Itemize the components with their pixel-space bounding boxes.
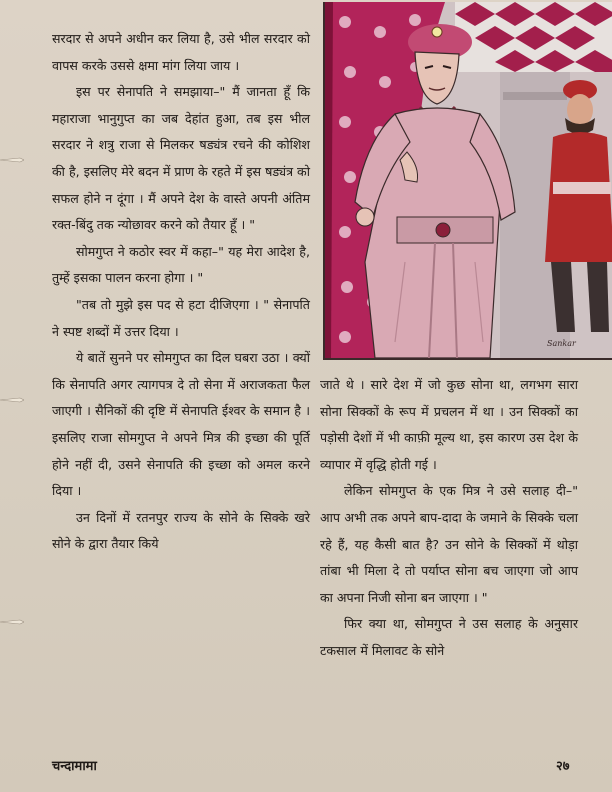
paragraph: "तब तो मुझे इस पद से हटा दीजिएगा । " सेनापति ने स्पष्ट शब्दों में उत्तर दिया ।	[52, 296, 310, 339]
paragraph: लेकिन सोमगुप्त के एक मित्र ने उसे सलाह दी–" आप अभी तक अपने बाप-दादा के जमाने के सिक्के चला रहे हैं, यह कैसी बात है? उन सोने के सिक्कों में थोड़ा तांबा भी मिला दे तो पर्याप्त सोना बच जाएगा जो आप का अपना निजी सोना बन जाएगा । "	[320, 483, 578, 605]
binding-punch-hole	[0, 390, 24, 400]
magazine-name-footer: चन्दामामा	[52, 759, 97, 774]
paragraph: ये बातें सुनने पर सोमगुप्त का दिल घबरा उठा । क्यों कि सेनापति अगर त्यागपत्र दे तो सेना में अराजकता फैल जाएगी । सैनिकों की दृष्टि में सेनापति ईश्वर के समान है । इसलिए राजा सोमगुप्त ने अपने मित्र की इच्छा की पूर्ति होने नहीं दी, उसने सेनापति की इच्छा को अमल करने दिया ।	[52, 350, 310, 499]
checkered-ceiling	[455, 2, 612, 72]
binding-punch-hole	[0, 150, 24, 160]
paragraph: इस पर सेनापति ने समझाया–" मैं जानता हूँ कि महाराजा भानुगुप्त का जब देहांत हुआ, तब इस भील सरदार ने शत्रु राजा से मिलकर षड्यंत्र रचने की कोशिश की है, इसलिए मेरे बदन में प्राण के रहते में इस षड्यंत्र को सफल होने न दूंगा । मैं अपने देश के वास्ते अपनी अंतिम रक्त-बिंदु तक न्योछावर करने को तैयार हूँ । "	[52, 84, 310, 233]
paragraph: सरदार से अपने अधीन कर लिया है, उसे भील सरदार को वापस करके उससे क्षमा मांग लिया जाय ।	[52, 31, 310, 73]
paragraph: फिर क्या था, सोमगुप्त ने उस सलाह के अनुसार टकसाल में मिलावट के सोने	[320, 616, 578, 658]
story-illustration	[323, 2, 612, 360]
artist-signature: Sankar	[547, 339, 576, 348]
paragraph: उन दिनों में रतनपुर राज्य के सोने के सिक्के खरे सोने के द्वारा तैयार किये	[52, 509, 310, 552]
binding-punch-hole	[0, 612, 24, 622]
paragraph: सोमगुप्त ने कठोर स्वर में कहा–" यह मेरा आदेश है, तुम्हें इसका पालन करना होगा । "	[52, 243, 310, 286]
illustration-art	[325, 2, 612, 358]
right-text-column	[320, 372, 578, 665]
paragraph: जाते थे । सारे देश में जो कुछ सोना था, लगभग सारा सोना सिक्कों के रूप में प्रचलन में था । उन सिक्कों का पड़ोसी देशों में भी काफ़ी मूल्य था, इस कारण उस देश के व्यापार में वृद्धि होती गई ।	[320, 377, 578, 472]
page-number: २७	[556, 759, 570, 774]
left-text-column	[52, 26, 310, 558]
